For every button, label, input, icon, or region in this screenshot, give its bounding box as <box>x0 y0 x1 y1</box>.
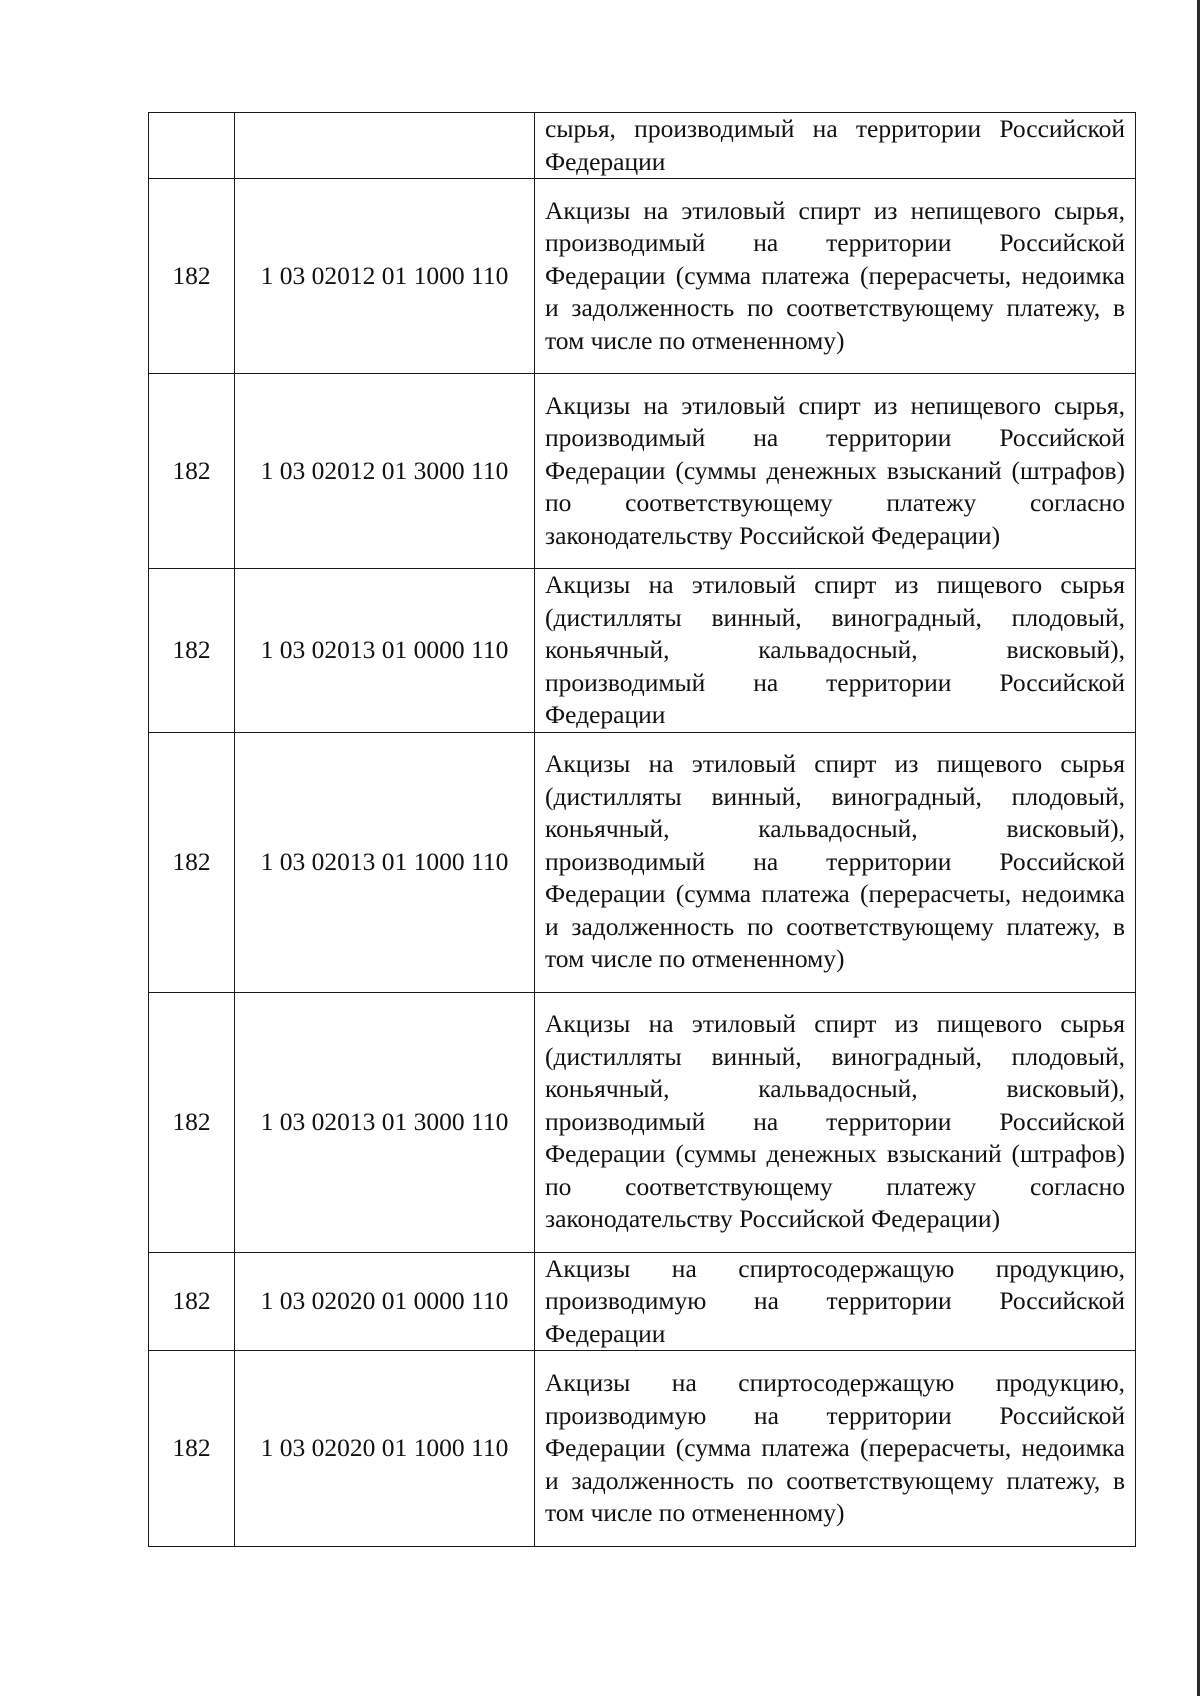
table-row <box>149 992 1136 1252</box>
kbk-code-cell: 1 03 02013 01 3000 110 <box>235 992 535 1252</box>
kbk-code-cell <box>235 113 535 179</box>
description-cell: Акцизы на этиловый спирт из непищевого сырья, производимый на территории Российской Федерации (суммы денежных взысканий (штрафов) по соответствующему платежу согласно законодательству Российской Федерации) <box>535 374 1136 569</box>
table-row <box>149 1351 1136 1547</box>
admin-code-cell: 182 <box>149 992 235 1252</box>
admin-code-cell: 182 <box>149 732 235 992</box>
admin-code-cell <box>149 113 235 179</box>
table-row <box>149 569 1136 733</box>
admin-code-cell: 182 <box>149 569 235 733</box>
description-cell: Акцизы на спиртосодержащую продукцию, производимую на территории Российской Федерации (сумма платежа (перерасчеты, недоимка и задолженность по соответствующему платежу, в том числе по отмененному) <box>535 1351 1136 1547</box>
description-cell: Акцизы на этиловый спирт из пищевого сырья (дистилляты винный, виноградный, плодовый, коньячный, кальвадосный, висковый), производимый на территории Российской Федерации (суммы денежных взысканий (штрафов) по соответствующему платежу согласно законодательству Российской Федерации) <box>535 992 1136 1252</box>
kbk-code-cell: 1 03 02020 01 0000 110 <box>235 1252 535 1351</box>
description-cell: сырья, производимый на территории Российской Федерации <box>535 113 1136 179</box>
kbk-code-cell: 1 03 02013 01 1000 110 <box>235 732 535 992</box>
description-cell: Акцизы на этиловый спирт из пищевого сырья (дистилляты винный, виноградный, плодовый, коньячный, кальвадосный, висковый), производимый на территории Российской Федерации <box>535 569 1136 733</box>
admin-code-cell: 182 <box>149 179 235 374</box>
admin-code-cell: 182 <box>149 374 235 569</box>
description-cell: Акцизы на этиловый спирт из пищевого сырья (дистилляты винный, виноградный, плодовый, коньячный, кальвадосный, висковый), производимый на территории Российской Федерации (сумма платежа (перерасчеты, недоимка и задолженность по соответствующему платежу, в том числе по отмененному) <box>535 732 1136 992</box>
admin-code-cell: 182 <box>149 1351 235 1547</box>
table-row <box>149 113 1136 179</box>
description-cell: Акцизы на этиловый спирт из непищевого сырья, производимый на территории Российской Федерации (сумма платежа (перерасчеты, недоимка и задолженность по соответствующему платежу, в том числе по отмененному) <box>535 179 1136 374</box>
table-row <box>149 732 1136 992</box>
table-row <box>149 374 1136 569</box>
description-cell: Акцизы на спиртосодержащую продукцию, производимую на территории Российской Федерации <box>535 1252 1136 1351</box>
table-row <box>149 179 1136 374</box>
kbk-code-cell: 1 03 02020 01 1000 110 <box>235 1351 535 1547</box>
kbk-code-cell: 1 03 02012 01 3000 110 <box>235 374 535 569</box>
kbk-code-cell: 1 03 02012 01 1000 110 <box>235 179 535 374</box>
admin-code-cell: 182 <box>149 1252 235 1351</box>
budget-codes-table <box>148 112 1136 1547</box>
table-row <box>149 1252 1136 1351</box>
kbk-code-cell: 1 03 02013 01 0000 110 <box>235 569 535 733</box>
